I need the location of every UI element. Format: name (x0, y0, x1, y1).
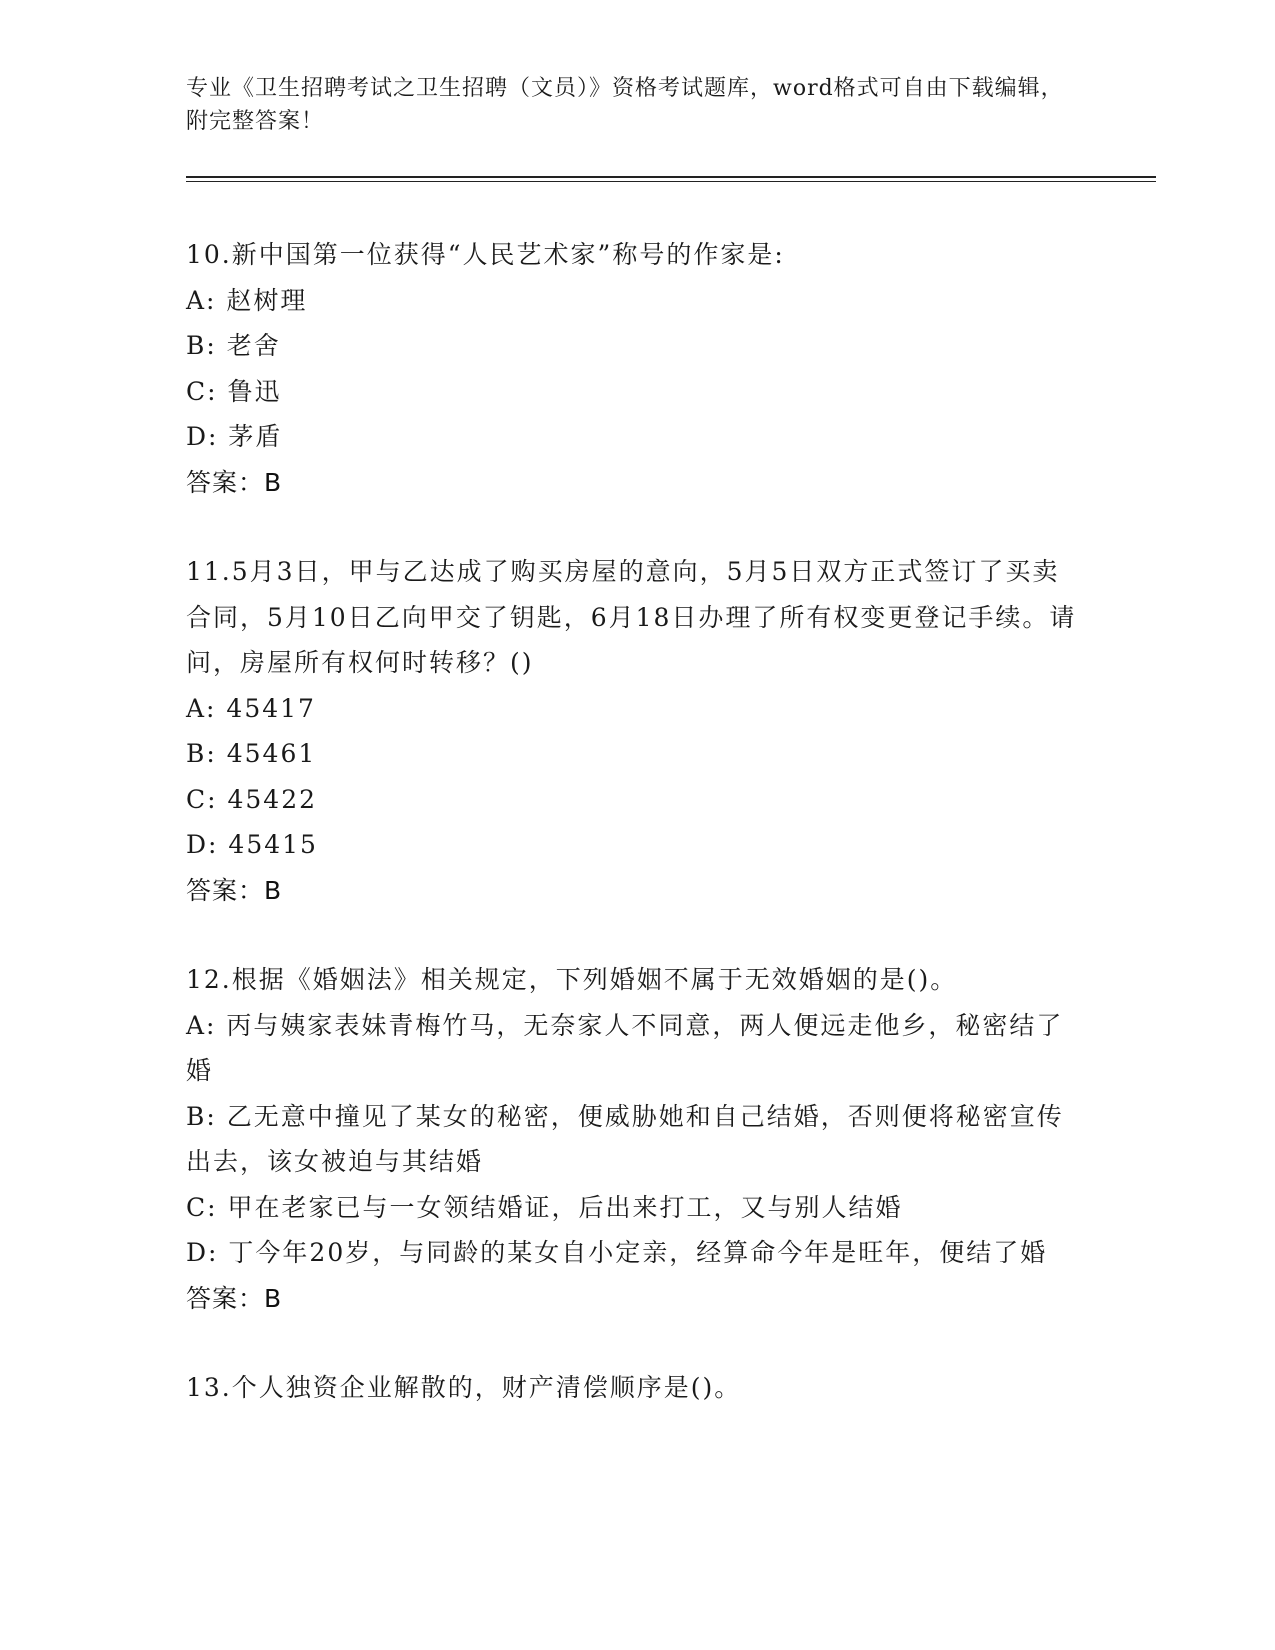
question-stem: 12.根据《婚姻法》相关规定，下列婚姻不属于无效婚姻的是()。 (186, 965, 958, 994)
option-a: A: 赵树理 (186, 285, 308, 315)
option-b: B: 老舍 (186, 331, 281, 360)
option-d: D: 茅盾 (186, 422, 283, 451)
option-b: B: 45461 (186, 739, 317, 768)
question-stem: 10.新中国第一位获得“人民艺术家”称号的作家是: (186, 240, 785, 269)
question-11 (186, 549, 1086, 913)
question-12 (186, 957, 1086, 1321)
option-d: D: 45415 (186, 830, 318, 859)
answer: 答案：B (186, 467, 283, 497)
document-header: 专业《卫生招聘考试之卫生招聘（文员）》资格考试题库，word格式可自由下载编辑，附完整答案！ (186, 76, 1064, 134)
question-list (186, 232, 1086, 1455)
option-d: D: 丁今年20岁，与同龄的某女自小定亲，经算命今年是旺年，便结了婚 (186, 1238, 1048, 1267)
option-a: A: 45417 (186, 693, 316, 723)
answer: 答案：B (186, 1283, 283, 1313)
question-stem: 11.5月3日，甲与乙达成了购买房屋的意向，5月5日双方正式签订了买卖合同，5月10日乙向甲交了钥匙，6月18日办理了所有权变更登记手续。请问，房屋所有权何时转移？() (186, 557, 1077, 677)
option-c: C: 鲁迅 (186, 376, 282, 406)
question-13 (186, 1365, 1086, 1411)
question-stem: 13.个人独资企业解散的，财产清偿顺序是()。 (186, 1373, 742, 1402)
option-a: A: 丙与姨家表妹青梅竹马，无奈家人不同意，两人便远走他乡，秘密结了婚 (186, 1010, 1064, 1085)
answer: 答案：B (186, 875, 283, 905)
option-b: B: 乙无意中撞见了某女的秘密，便威胁她和自己结婚，否则便将秘密宣传出去，该女被迫与其结婚 (186, 1101, 1064, 1176)
option-c: C: 45422 (186, 784, 318, 814)
question-10 (186, 232, 1086, 505)
header-divider (186, 176, 1156, 182)
option-c: C: 甲在老家已与一女领结婚证，后出来打工，又与别人结婚 (186, 1192, 903, 1222)
